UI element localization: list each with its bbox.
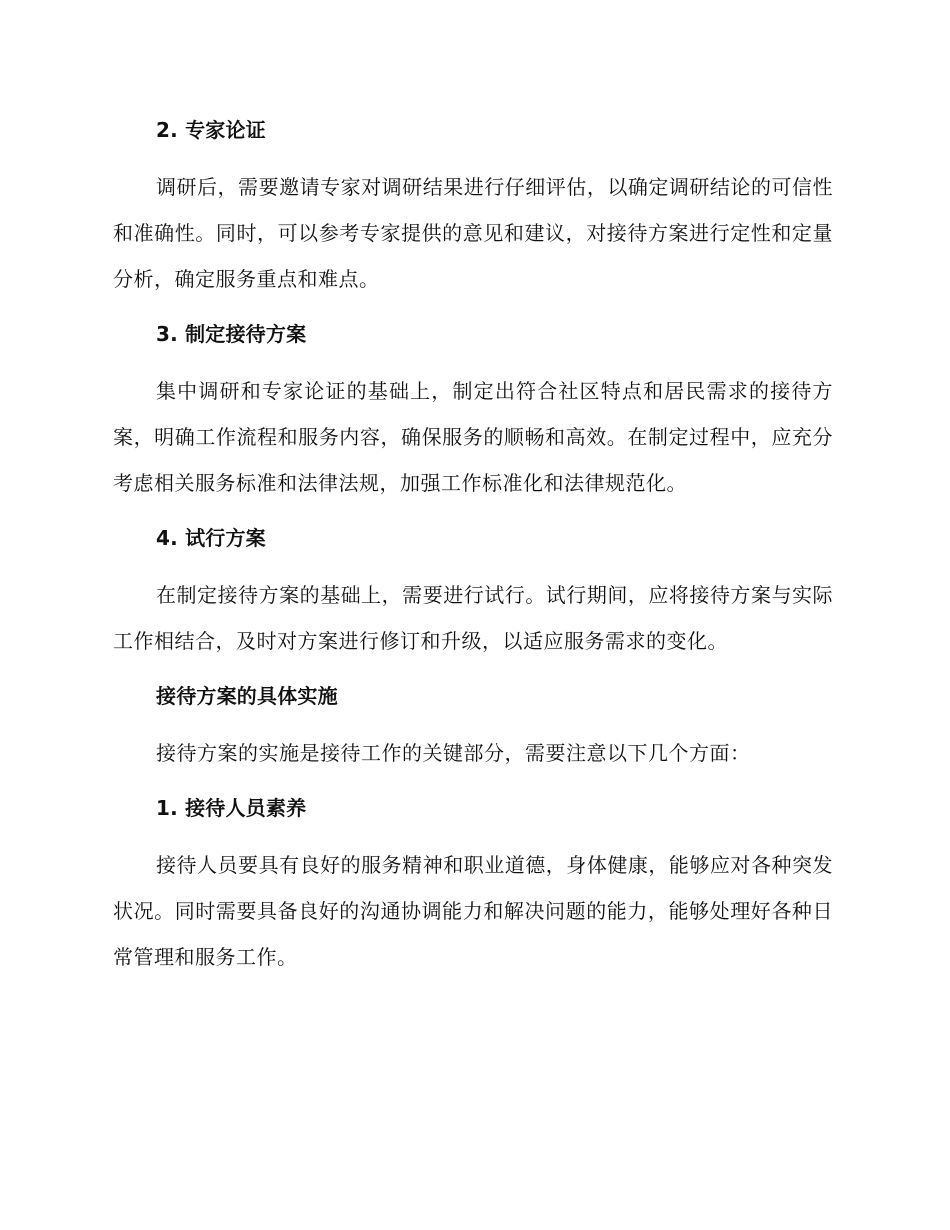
section-heading-expert-review: 2. 专家论证 [156,118,266,142]
section-heading-make-plan: 3. 制定接待方案 [156,322,307,346]
section-heading-trial-plan: 4. 试行方案 [156,526,266,550]
section-heading-staff-quality: 1. 接待人员素养 [156,796,307,820]
paragraph-expert-review: 调研后，需要邀请专家对调研结果进行仔细评估，以确定调研结论的可信性和准确性。同时，可以参考专家提供的意见和建议，对接待方案进行定性和定量分析，确定服务重点和难点。 [113,175,833,291]
paragraph-staff-quality: 接待人员要具有良好的服务精神和职业道德，身体健康，能够应对各种突发状况。同时需要具备良好的沟通协调能力和解决问题的能力，能够处理好各种日常管理和服务工作。 [113,853,833,969]
paragraph-make-plan: 集中调研和专家论证的基础上，制定出符合社区特点和居民需求的接待方案，明确工作流程和服务内容，确保服务的顺畅和高效。在制定过程中，应充分考虑相关服务标准和法律法规，加强工作标准化和法律规范化。 [113,379,833,495]
paragraph-trial-plan: 在制定接待方案的基础上，需要进行试行。试行期间，应将接待方案与实际工作相结合，及时对方案进行修订和升级，以适应服务需求的变化。 [113,583,833,653]
document-body [113,110,833,992]
section-heading-implementation: 接待方案的具体实施 [156,684,338,708]
paragraph-implementation: 接待方案的实施是接待工作的关键部分，需要注意以下几个方面： [156,741,751,765]
